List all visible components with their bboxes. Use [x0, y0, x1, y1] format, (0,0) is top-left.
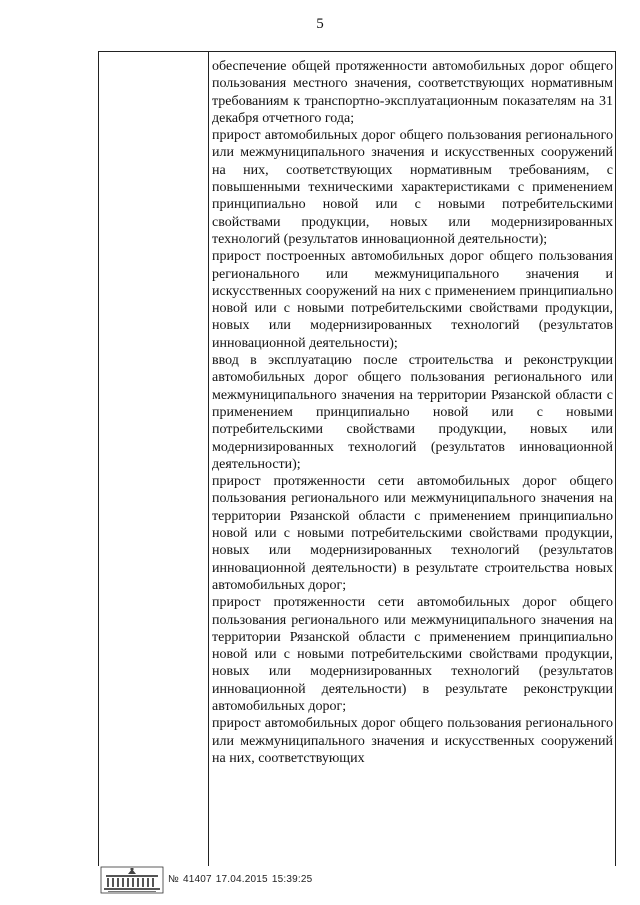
paragraph-network-growth-construction: прирост протяженности сети автомобильных дорог общего пользования регионального или межмуниципального значения на территории Рязанской области с применением принципиально новой или с новыми потребительскими свойствами продукции, новых или модернизированных технологий (результатов инновационной деятельности) в результате строительства новых автомобильных дорог;: [212, 474, 613, 593]
table-left-cell: [99, 52, 209, 866]
building-stamp-icon: [100, 866, 164, 894]
registration-date: 17.04.2015: [215, 874, 268, 885]
table-right-cell: [209, 52, 615, 767]
number-sign: №: [168, 874, 179, 885]
registration-stamp-text: [168, 874, 316, 886]
paragraph-commissioning-roads: ввод в эксплуатацию после строительства и реконструкции автомобильных дорог общего пользования регионального или межмуниципального значения на территории Рязанской области с применением принципиально новой или с новыми потребительскими свойствами продукции, новых или модернизированных технологий (результатов инновационной деятельности);: [212, 353, 613, 472]
paragraph-total-length-local-roads: обеспечение общей протяженности автомобильных дорог общего пользования местного значения, соответствующих нормативным требованиям к транспортно-эксплуатационным показателям на 31 декабря отчетного года;: [212, 59, 613, 126]
page-number: 5: [316, 16, 324, 32]
document-table: [98, 51, 616, 866]
paragraph-growth-roads-structures: прирост автомобильных дорог общего пользования регионального или межмуниципального значения и искусственных сооружений на них, соответствующих: [212, 716, 613, 766]
paragraph-growth-regional-roads: прирост автомобильных дорог общего пользования регионального или межмуниципального значения и искусственных сооружений на них, соответствующих нормативным требованиям, с повышенными техническими характеристиками с применением принципиально новой или с новыми потребительскими свойствами продукции, новых или модернизированных технологий (результатов инновационной деятельности);: [212, 128, 613, 247]
paragraph-growth-built-roads: прирост построенных автомобильных дорог общего пользования регионального или межмуниципального значения и искусственных сооружений на них с применением принципиально новой или с новыми потребительскими свойствами продукции, новых или модернизированных технологий (результатов инновационной деятельности);: [212, 249, 613, 351]
registration-footer: [98, 860, 458, 900]
paragraph-network-growth-reconstruction: прирост протяженности сети автомобильных дорог общего пользования регионального или межмуниципального значения на территории Рязанской области с применением принципиально новой или с новыми потребительскими свойствами продукции, новых или модернизированных технологий (результатов инновационной деятельности) в результате реконструкции автомобильных дорог;: [212, 595, 613, 714]
registration-time: 15:39:25: [271, 874, 313, 885]
registration-number: 41407: [182, 874, 212, 885]
